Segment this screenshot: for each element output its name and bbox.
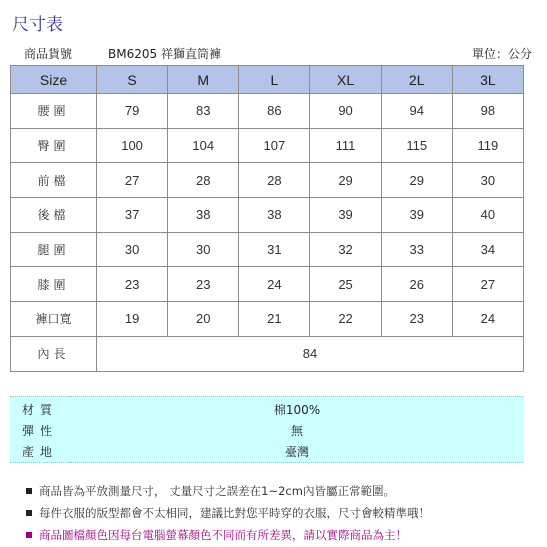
table-cell: 115	[381, 128, 452, 163]
table-cell: 30	[168, 232, 239, 267]
table-cell: 37	[97, 198, 168, 233]
header-cell: 2L	[381, 66, 452, 94]
table-cell: 23	[381, 302, 452, 337]
table-cell: 24	[239, 267, 310, 302]
table-cell: 30	[97, 232, 168, 267]
size-header-row	[11, 66, 524, 94]
page-title: 尺寸表	[12, 15, 63, 35]
product-code-label: 商品貨號	[24, 47, 73, 61]
table-cell: 100	[97, 128, 168, 163]
header-cell: M	[168, 66, 239, 94]
table-cell: 29	[381, 163, 452, 198]
header-cell: XL	[310, 66, 381, 94]
table-cell: 33	[381, 232, 452, 267]
material-label: 產地	[21, 445, 58, 459]
table-cell: 22	[310, 302, 381, 337]
table-cell: 25	[310, 267, 381, 302]
row-label: 內長	[11, 336, 97, 371]
header-cell: S	[97, 66, 168, 94]
note-text: 每件衣服的版型都會不太相同，建議比對您平時穿的衣服，尺寸會較精準哦！	[39, 506, 430, 520]
size-table	[10, 65, 524, 372]
material-row	[10, 441, 524, 463]
table-cell: 27	[452, 267, 523, 302]
table-cell: 23	[97, 267, 168, 302]
table-row	[11, 94, 524, 129]
table-cell: 84	[97, 336, 524, 371]
material-value: 棉100%	[273, 403, 321, 417]
note-item	[26, 480, 430, 502]
table-cell: 90	[310, 94, 381, 129]
table-cell: 24	[452, 302, 523, 337]
table-cell: 34	[452, 232, 523, 267]
row-label: 腰圍	[11, 94, 97, 129]
material-table	[10, 396, 524, 463]
material-value: 無	[290, 424, 303, 438]
table-cell: 26	[381, 267, 452, 302]
square-bullet-icon	[26, 532, 32, 538]
table-cell: 98	[452, 94, 523, 129]
table-row	[11, 336, 524, 371]
table-cell: 83	[168, 94, 239, 129]
square-bullet-icon	[26, 488, 32, 494]
table-cell: 27	[97, 163, 168, 198]
row-label: 臀圍	[11, 128, 97, 163]
note-text: 商品圖檔顏色因每台電腦螢幕顏色不同而有所差異，請以實際商品為主！	[39, 528, 407, 542]
material-label: 材質	[21, 403, 58, 417]
row-label: 膝圍	[11, 267, 97, 302]
table-cell: 38	[239, 198, 310, 233]
header-cell: 3L	[452, 66, 523, 94]
table-cell: 31	[239, 232, 310, 267]
header-cell: L	[239, 66, 310, 94]
table-cell: 38	[168, 198, 239, 233]
note-item	[26, 502, 430, 524]
row-label: 前檔	[11, 163, 97, 198]
table-cell: 104	[168, 128, 239, 163]
table-cell: 40	[452, 198, 523, 233]
table-cell: 111	[310, 128, 381, 163]
table-row	[11, 232, 524, 267]
material-label: 彈性	[21, 424, 58, 438]
notes	[26, 480, 430, 546]
table-cell: 29	[310, 163, 381, 198]
table-cell: 107	[239, 128, 310, 163]
table-cell: 32	[310, 232, 381, 267]
header-cell: Size	[11, 66, 97, 94]
table-cell: 119	[452, 128, 523, 163]
product-code: BM6205 祥獅直筒褲	[108, 47, 221, 61]
table-row	[11, 267, 524, 302]
table-cell: 94	[381, 94, 452, 129]
table-row	[11, 198, 524, 233]
table-row	[11, 302, 524, 337]
table-row	[11, 163, 524, 198]
table-cell: 86	[239, 94, 310, 129]
table-cell: 28	[239, 163, 310, 198]
material-row	[10, 420, 524, 441]
table-cell: 28	[168, 163, 239, 198]
row-label: 後檔	[11, 198, 97, 233]
material-row	[10, 397, 524, 421]
table-cell: 79	[97, 94, 168, 129]
row-label: 腿圍	[11, 232, 97, 267]
material-value: 臺灣	[284, 445, 309, 459]
table-cell: 20	[168, 302, 239, 337]
table-cell: 23	[168, 267, 239, 302]
note-item	[26, 524, 430, 546]
unit-label: 單位：公分	[471, 47, 532, 61]
table-cell: 19	[97, 302, 168, 337]
table-cell: 39	[310, 198, 381, 233]
row-label: 褲口寬	[11, 302, 97, 337]
note-text: 商品皆為平放測量尺寸， 丈量尺寸之誤差在1~2cm內皆屬正常範圍。	[39, 484, 395, 498]
square-bullet-icon	[26, 510, 32, 516]
table-cell: 30	[452, 163, 523, 198]
table-row	[11, 128, 524, 163]
table-cell: 21	[239, 302, 310, 337]
table-cell: 39	[381, 198, 452, 233]
